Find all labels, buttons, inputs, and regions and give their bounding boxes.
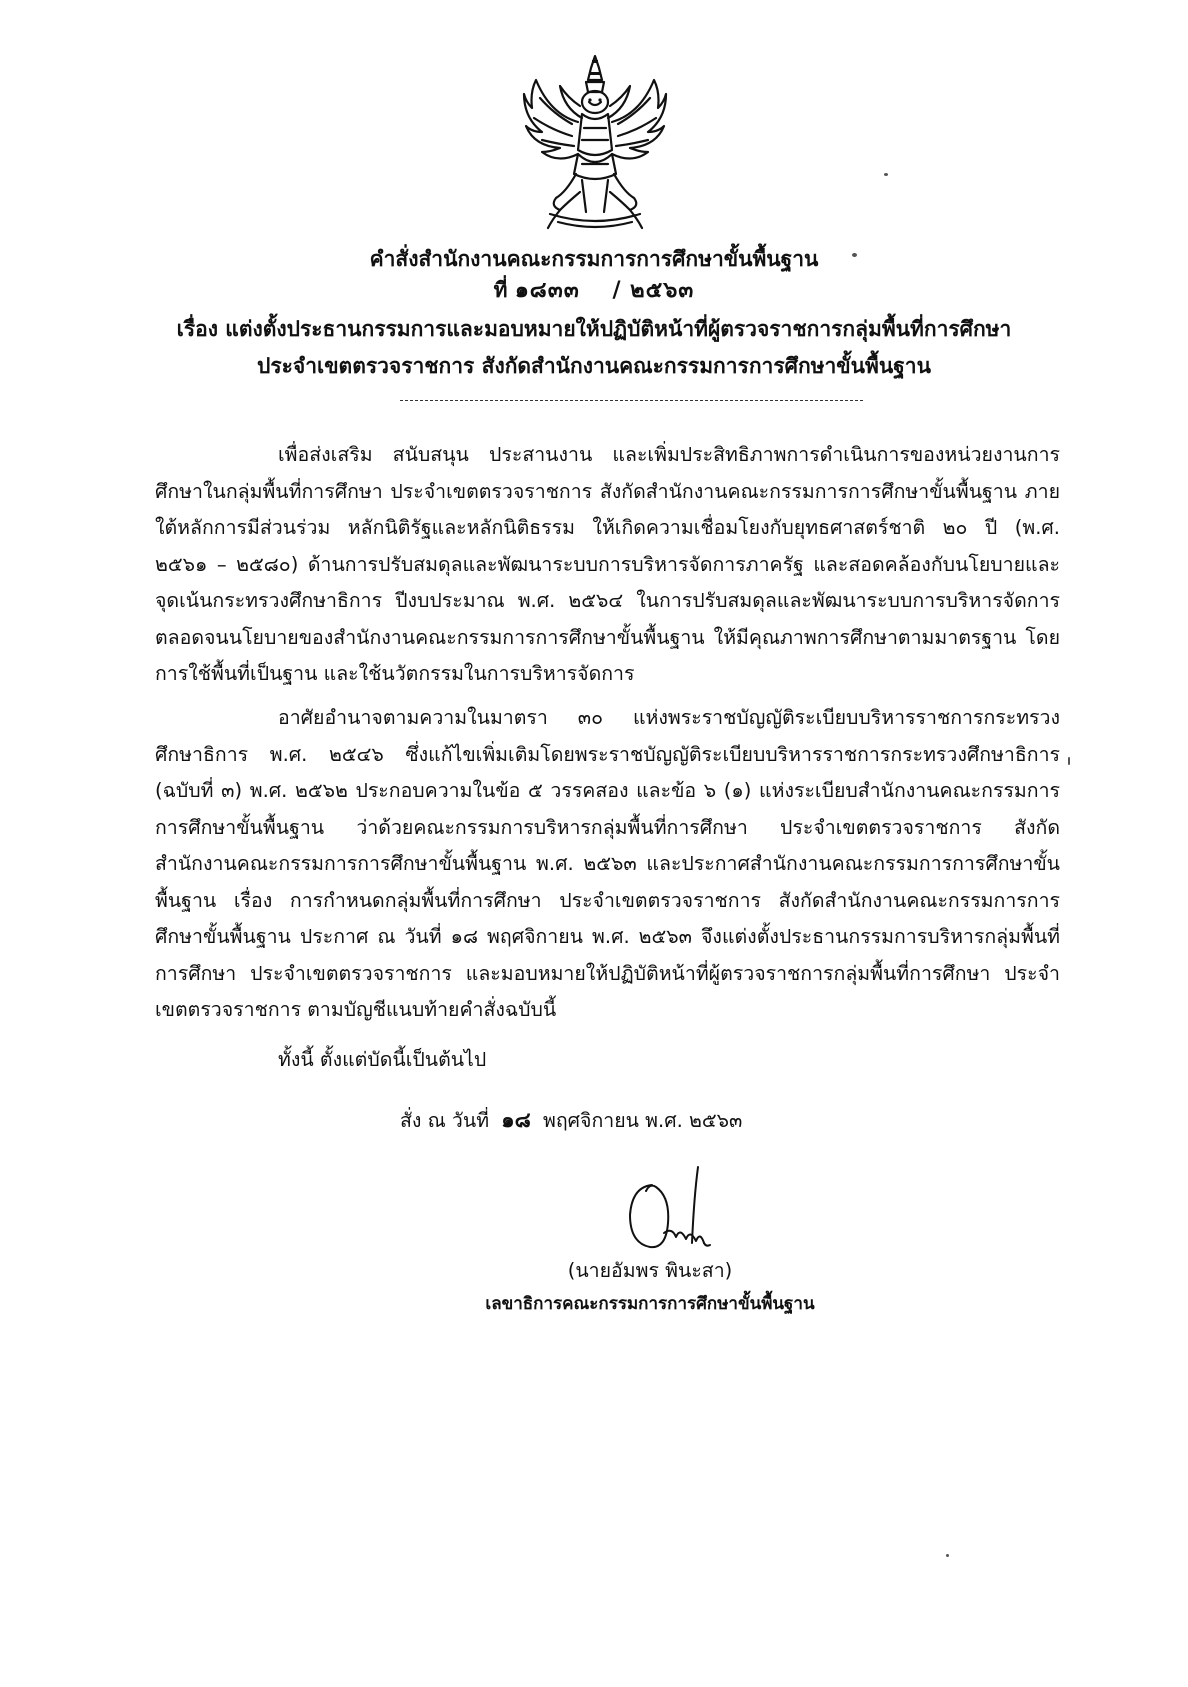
order-number-prefix: ที่ <box>493 278 508 302</box>
order-subject-line-1: เรื่อง แต่งตั้งประธานกรรมการและมอบหมายให้ปฏิบัติหน้าที่ผู้ตรวจราชการกลุ่มพื้นที่การศึกษา <box>176 317 1012 341</box>
garuda-emblem-icon <box>520 52 670 230</box>
signer-name: (นายอัมพร พินะสา) <box>567 1259 733 1282</box>
given-date-day: ๑๘ <box>501 1108 531 1132</box>
heading-divider <box>400 400 863 401</box>
scan-speck <box>852 253 857 257</box>
given-date-prefix: สั่ง ณ วันที่ <box>400 1109 490 1132</box>
scan-speck <box>1068 757 1070 765</box>
given-date-line <box>400 1103 742 1138</box>
order-subject-line-2: ประจำเขตตรวจราชการ สังกัดสำนักงานคณะกรรมการการศึกษาขั้นพื้นฐาน <box>257 354 931 378</box>
order-number: ๑๘๓๓ <box>514 278 580 303</box>
order-number-line <box>120 274 1068 307</box>
effective-date-statement: ทั้งนี้ ตั้งแต่บัดนี้เป็นต้นไป <box>278 1048 487 1071</box>
scan-speck <box>946 1554 949 1557</box>
given-date-month-year: พฤศจิกายน พ.ศ. ๒๕๖๓ <box>542 1109 743 1132</box>
signer-title: เลขาธิการคณะกรรมการการศึกษาขั้นพื้นฐาน <box>485 1294 815 1314</box>
handwritten-signature <box>600 1147 760 1255</box>
order-issuer-heading: คำสั่งสำนักงานคณะกรรมการการศึกษาขั้นพื้นฐาน <box>369 247 819 271</box>
body-paragraph-2: อาศัยอำนาจตามความในมาตรา ๓๐ แห่งพระราชบัญญัติระเบียบบริหารราชการกระทรวงศึกษาธิการ พ.ศ. ๒๕๔๖ ซึ่งแก้ไขเพิ่มเติมโดยพระราชบัญญัติระเบียบบริหารราชการกระทรวงศึกษาธิการ (ฉบับที่ ๓) พ.ศ. ๒๕๖๒ ประกอบความในข้อ ๕ วรรคสอง และข้อ ๖ (๑) แห่งระเบียบสำนักงานคณะกรรมการการศึกษาขั้นพื้นฐาน ว่าด้วยคณะกรรมการบริหารกลุ่มพื้นที่การศึกษา ประจำเขตตรวจราชการ สังกัดสำนักงานคณะกรรมการการศึกษาขั้นพื้นฐาน พ.ศ. ๒๕๖๓ และประกาศสำนักงานคณะกรรมการการศึกษาขั้นพื้นฐาน เรื่อง การกำหนดกลุ่มพื้นที่การศึกษา ประจำเขตตรวจราชการ สังกัดสำนักงานคณะกรรมการการศึกษาขั้นพื้นฐาน ประกาศ ณ วันที่ ๑๘ พฤศจิกายน พ.ศ. ๒๕๖๓ จึงแต่งตั้งประธานกรรมการบริหารกลุ่มพื้นที่การศึกษา ประจำเขตตรวจราชการ และมอบหมายให้ปฏิบัติหน้าที่ผู้ตรวจราชการกลุ่มพื้นที่การศึกษา ประจำเขตตรวจราชการ ตามบัญชีแนบท้ายคำสั่งฉบับนี้ <box>155 706 1060 1021</box>
order-year: / ๒๕๖๓ <box>612 278 695 303</box>
body-paragraph-1: เพื่อส่งเสริม สนับสนุน ประสานงาน และเพิ่มประสิทธิภาพการดำเนินการของหน่วยงานการศึกษาในกลุ่มพื้นที่การศึกษา ประจำเขตตรวจราชการ สังกัดสำนักงานคณะกรรมการการศึกษาขั้นพื้นฐาน ภายใต้หลักการมีส่วนร่วม หลักนิติรัฐและหลักนิติธรรม ให้เกิดความเชื่อมโยงกับยุทธศาสตร์ชาติ ๒๐ ปี (พ.ศ. ๒๕๖๑ – ๒๕๘๐) ด้านการปรับสมดุลและพัฒนาระบบการบริหารจัดการภาครัฐ และสอดคล้องกับนโยบายและจุดเน้นกระทรวงศึกษาธิการ ปีงบประมาณ พ.ศ. ๒๕๖๔ ในการปรับสมดุลและพัฒนาระบบการบริหารจัดการตลอดจนนโยบายของสำนักงานคณะกรรมการการศึกษาขั้นพื้นฐาน ให้มีคุณภาพการศึกษาตามมาตรฐาน โดยการใช้พื้นที่เป็นฐาน และใช้นวัตกรรมในการบริหารจัดการ <box>155 443 1060 685</box>
scan-speck <box>884 173 888 176</box>
